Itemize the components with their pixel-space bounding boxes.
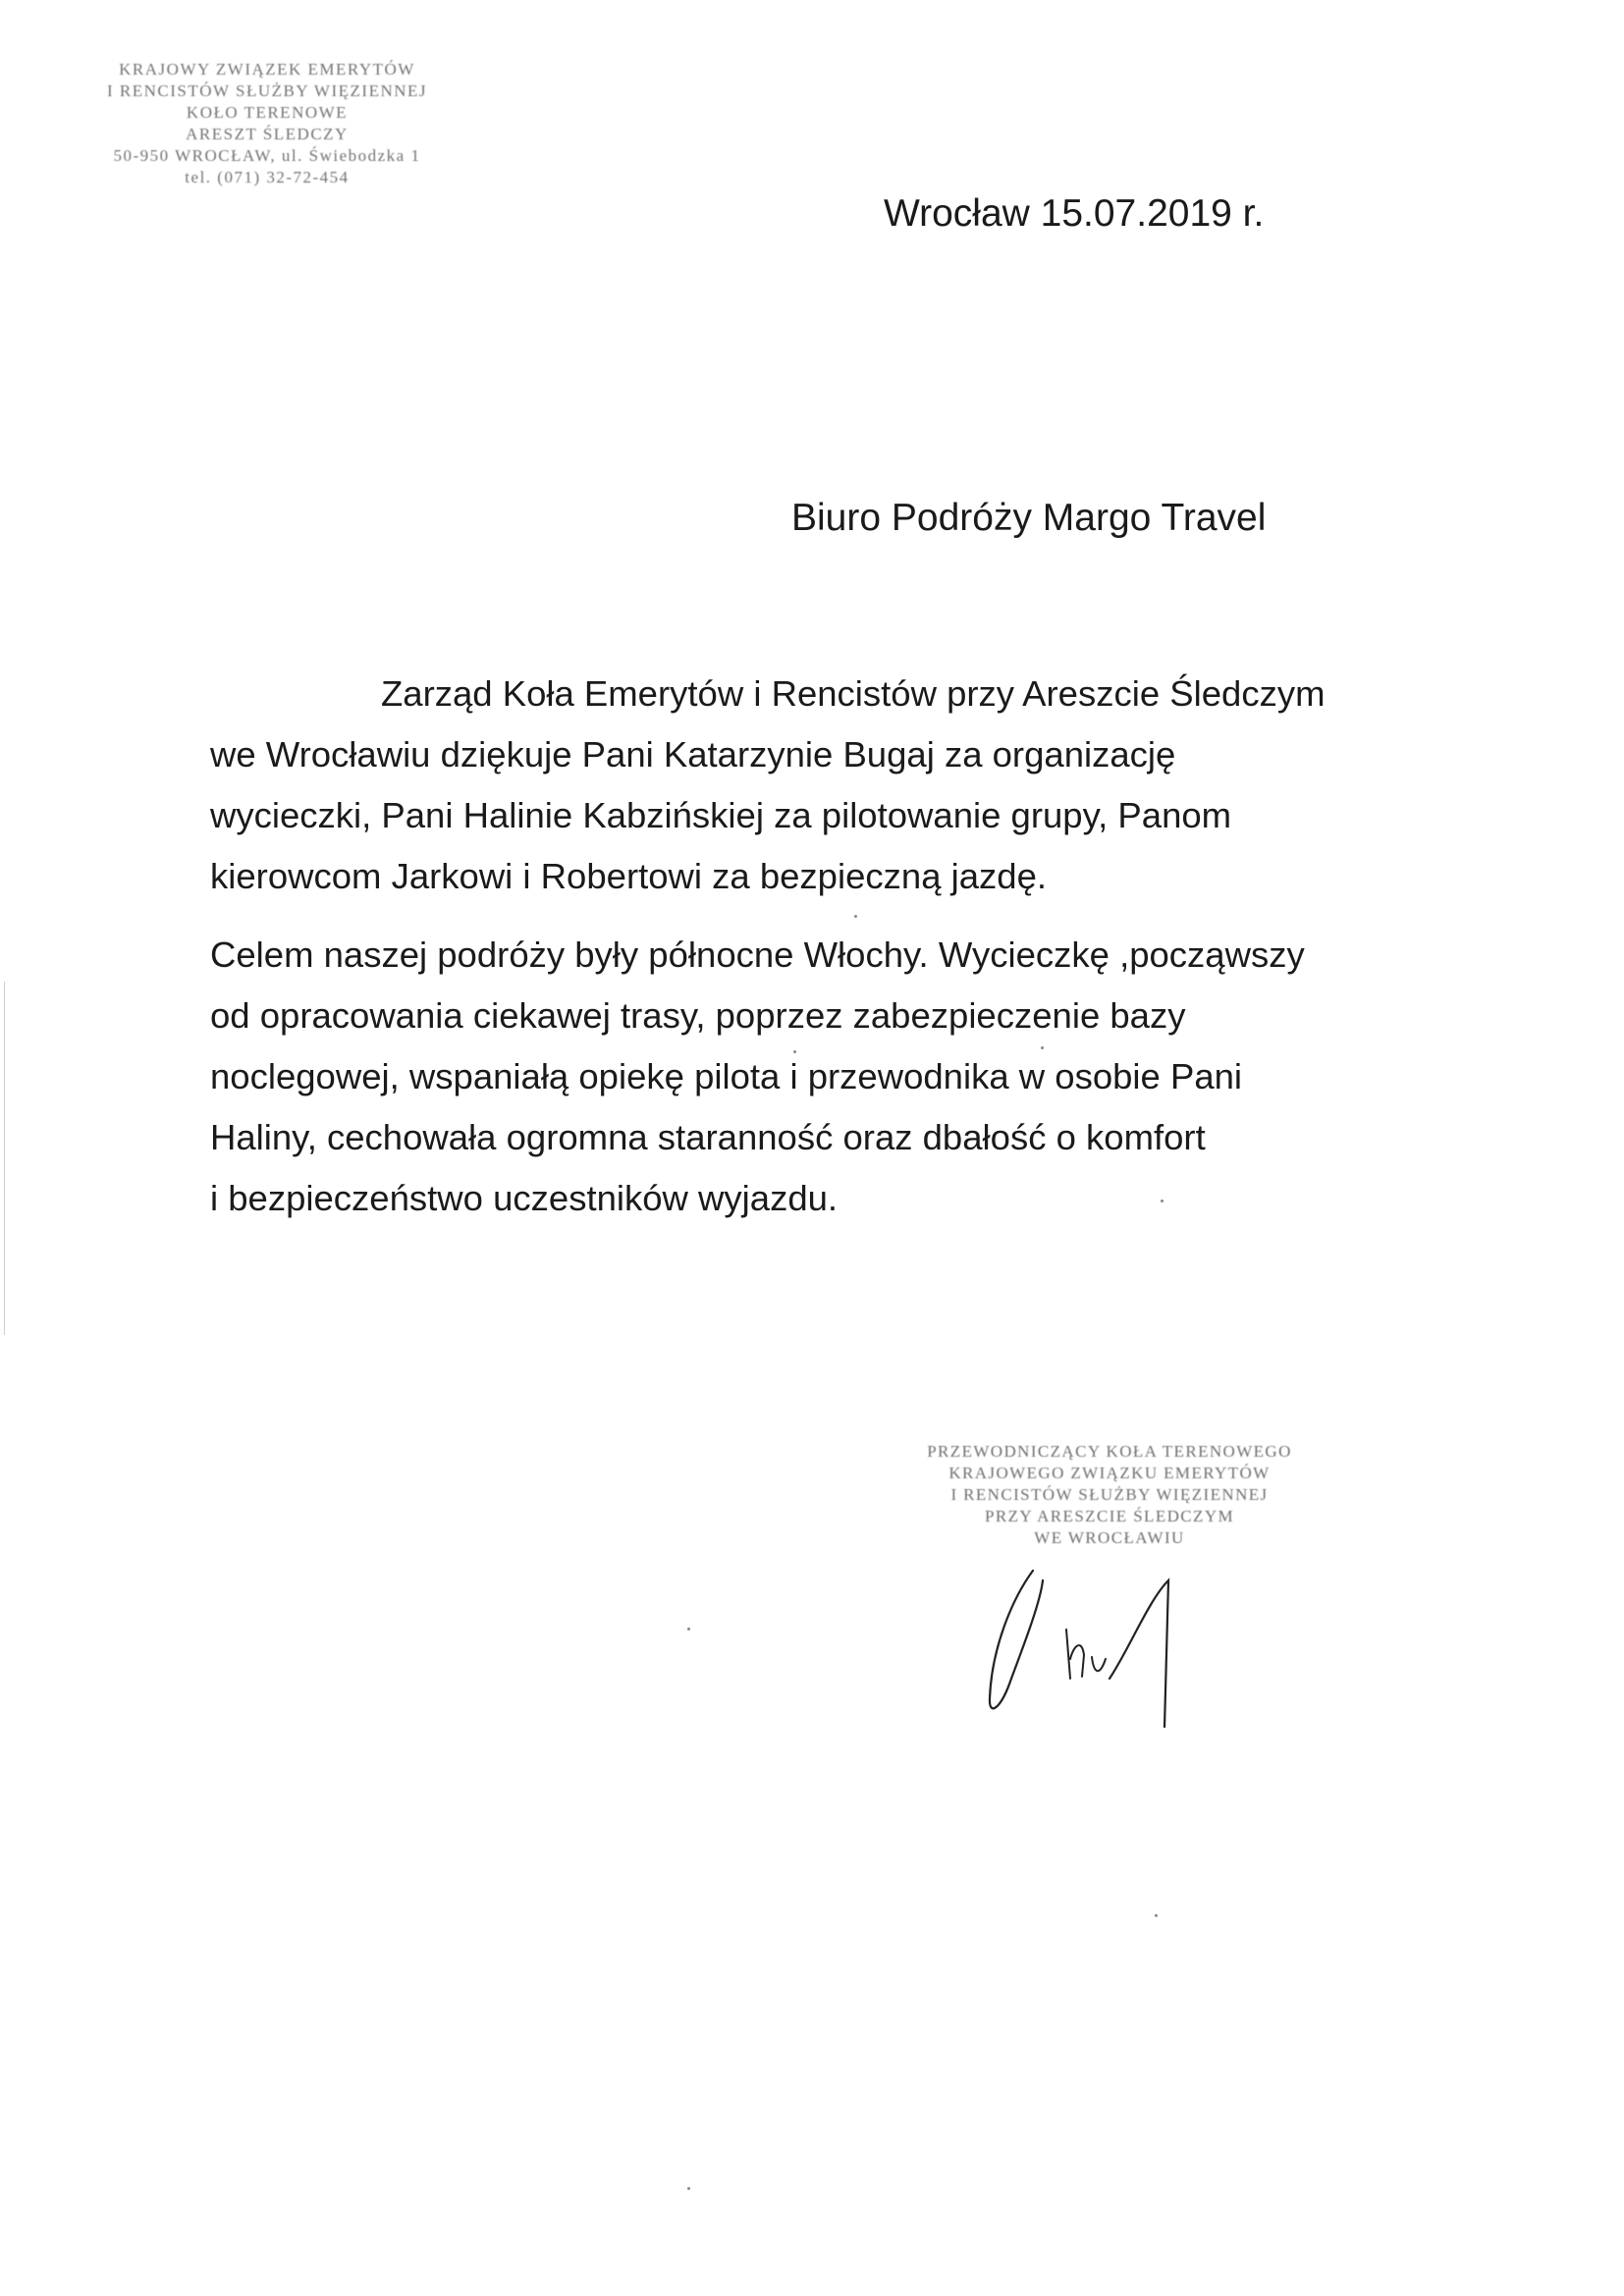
stamp-line: KRAJOWY ZWIĄZEK EMERYTÓW [119,60,415,79]
stamp-line: WE WROCŁAWIU [1034,1528,1185,1547]
letter-recipient: Biuro Podróży Margo Travel [791,497,1267,539]
organization-header-stamp [51,59,483,188]
body-line: kierowcom Jarkowi i Robertowi za bezpieczną jazdę. [210,856,1048,896]
paragraph-gap [210,907,1447,925]
stamp-line: KOŁO TERENOWE [186,103,349,122]
scan-speck [1041,1046,1044,1049]
body-line: wycieczki, Pani Halinie Kabzińskiej za pilotowanie grupy, Panom [210,795,1232,835]
chairman-signature-stamp [893,1441,1326,1549]
scan-speck [1155,1914,1158,1917]
stamp-line: ARESZT ŚLEDCZY [186,125,349,143]
stamp-line: PRZEWODNICZĄCY KOŁA TERENOWEGO [927,1442,1292,1461]
stamp-line: 50-950 WROCŁAW, ul. Świebodzka 1 [113,146,421,165]
scan-speck [793,1050,796,1053]
stamp-line: tel. (071) 32-72-454 [185,168,350,187]
body-line: Haliny, cechowała ogromna staranność oraz dbałość o komfort [210,1117,1206,1157]
scan-speck [687,1628,690,1630]
scan-speck [854,915,857,918]
stamp-line: KRAJOWEGO ZWIĄZKU EMERYTÓW [948,1464,1271,1482]
scan-speck [687,2187,690,2190]
body-line: we Wrocławiu dziękuje Pani Katarzynie Bugaj za organizację [210,734,1176,774]
handwritten-signature [972,1561,1227,1728]
letter-date: Wrocław 15.07.2019 r. [884,192,1265,235]
letter-body [210,664,1447,1229]
stamp-line: I RENCISTÓW SŁUŻBY WIĘZIENNEJ [950,1485,1269,1504]
stamp-line: PRZY ARESZCIE ŚLEDCZYM [984,1507,1235,1525]
scan-edge-line [4,982,5,1335]
body-line: od opracowania ciekawej trasy, poprzez zabezpieczenie bazy [210,995,1186,1036]
body-line: i bezpieczeństwo uczestników wyjazdu. [210,1178,839,1218]
body-line: noclegowej, wspaniałą opiekę pilota i przewodnika w osobie Pani [210,1056,1243,1096]
scan-speck [1161,1200,1164,1202]
body-line: Celem naszej podróży były północne Włochy. Wycieczkę ,począwszy [210,934,1305,975]
body-line: Zarząd Koła Emerytów i Rencistów przy Areszcie Śledczym [381,673,1326,714]
stamp-line: I RENCISTÓW SŁUŻBY WIĘZIENNEJ [106,81,428,100]
